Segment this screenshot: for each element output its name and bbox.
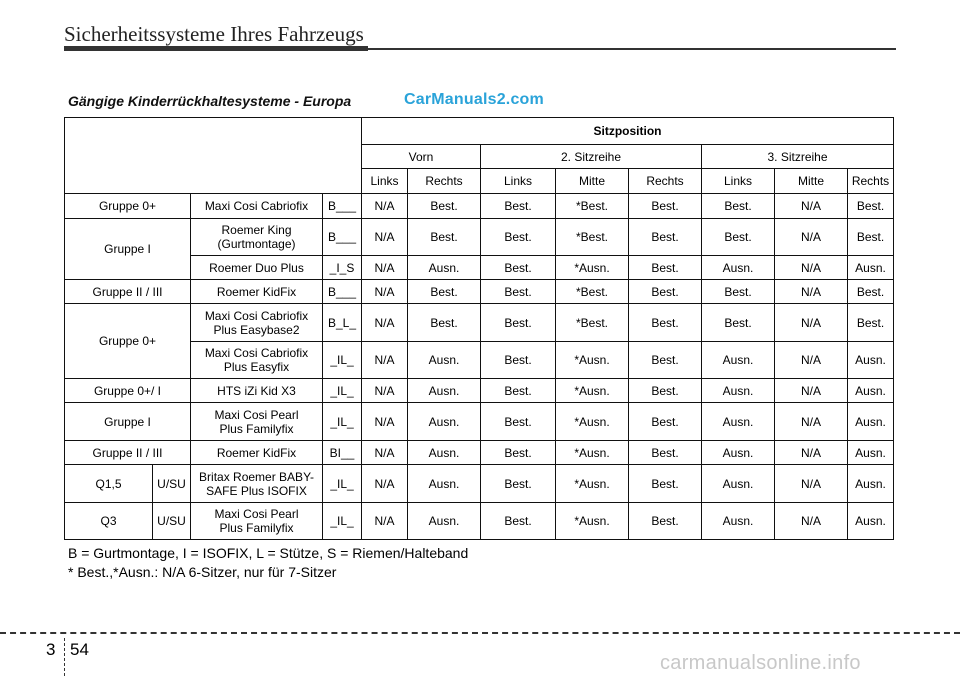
- value-cell: Ausn.: [702, 379, 775, 403]
- value-cell: Best.: [481, 503, 556, 540]
- value-cell: N/A: [362, 280, 408, 304]
- value-cell: Best.: [408, 194, 481, 219]
- header-zone-3-sitzreihe: 3. Sitzreihe: [702, 145, 894, 169]
- group-cell: Gruppe 0+: [65, 194, 191, 219]
- code-cell: _IL_: [323, 379, 362, 403]
- header-position: Rechts: [408, 169, 481, 194]
- product-cell: [191, 219, 323, 256]
- value-cell: N/A: [362, 304, 408, 342]
- page-number-divider: [64, 638, 65, 676]
- chapter-number: 3: [46, 640, 56, 659]
- value-cell: Ausn.: [848, 465, 894, 503]
- table-row: [65, 403, 960, 441]
- value-cell: N/A: [775, 256, 848, 280]
- value-cell: Best.: [481, 465, 556, 503]
- product-line: (Gurtmontage): [217, 237, 296, 251]
- watermark-carmanualsonline: carmanualsonline.info: [660, 652, 861, 674]
- value-cell: Best.: [408, 280, 481, 304]
- product-cell: Roemer Duo Plus: [191, 256, 323, 280]
- value-cell: *Best.: [556, 304, 629, 342]
- value-cell: Best.: [481, 219, 556, 256]
- value-cell: Ausn.: [408, 379, 481, 403]
- value-cell: Best.: [481, 342, 556, 379]
- value-cell: Ausn.: [702, 465, 775, 503]
- header-rule-thin: [368, 48, 896, 50]
- value-cell: Best.: [848, 194, 894, 219]
- value-cell: Best.: [481, 441, 556, 465]
- code-cell: B___: [323, 280, 362, 304]
- product-cell: [191, 342, 323, 379]
- value-cell: N/A: [775, 503, 848, 540]
- group-cell: Q3: [65, 503, 153, 540]
- value-cell: *Best.: [556, 219, 629, 256]
- value-cell: Best.: [629, 441, 702, 465]
- group-cell: Gruppe I: [65, 403, 191, 441]
- value-cell: Best.: [629, 503, 702, 540]
- footer-rule: [0, 632, 960, 634]
- value-cell: N/A: [362, 219, 408, 256]
- value-cell: *Ausn.: [556, 503, 629, 540]
- product-line: SAFE Plus ISOFIX: [206, 483, 307, 498]
- value-cell: Ausn.: [408, 465, 481, 503]
- value-cell: Ausn.: [702, 403, 775, 441]
- value-cell: Best.: [481, 194, 556, 219]
- code-cell: _IL_: [323, 403, 362, 441]
- product-cell: [191, 403, 323, 441]
- code-cell: B___: [323, 219, 362, 256]
- value-cell: Ausn.: [408, 403, 481, 441]
- value-cell: Best.: [702, 304, 775, 342]
- header-sitzposition: Sitzposition: [362, 118, 894, 145]
- code-cell: BI__: [323, 441, 362, 465]
- value-cell: *Best.: [556, 194, 629, 219]
- table-row: [65, 194, 960, 219]
- value-cell: Ausn.: [702, 256, 775, 280]
- table-row: [65, 256, 960, 280]
- value-cell: Best.: [629, 403, 702, 441]
- value-cell: *Ausn.: [556, 342, 629, 379]
- page-number: 54: [70, 640, 89, 659]
- code-cell: _IL_: [323, 465, 362, 503]
- group-cell: Gruppe II / III: [65, 280, 191, 304]
- value-cell: Ausn.: [848, 403, 894, 441]
- product-cell: [191, 503, 323, 540]
- value-cell: N/A: [775, 342, 848, 379]
- value-cell: Ausn.: [848, 342, 894, 379]
- value-cell: Ausn.: [408, 342, 481, 379]
- product-line: Plus Easybase2: [213, 322, 300, 337]
- value-cell: N/A: [775, 194, 848, 219]
- value-cell: Best.: [848, 219, 894, 256]
- product-line: Maxi Cosi Pearl: [214, 507, 299, 521]
- header-position: Mitte: [556, 169, 629, 194]
- value-cell: Best.: [481, 304, 556, 342]
- product-cell: [191, 304, 323, 342]
- group-cell: Gruppe II / III: [65, 441, 191, 465]
- header-position: Rechts: [848, 169, 894, 194]
- value-cell: N/A: [362, 403, 408, 441]
- product-line: Plus Familyfix: [219, 421, 294, 436]
- table-row: [65, 219, 960, 256]
- value-cell: N/A: [362, 441, 408, 465]
- code-cell: _I_S: [323, 256, 362, 280]
- value-cell: Best.: [481, 403, 556, 441]
- product-line: Plus Familyfix: [219, 521, 294, 535]
- value-cell: Best.: [702, 219, 775, 256]
- value-cell: Ausn.: [848, 379, 894, 403]
- value-cell: Best.: [848, 280, 894, 304]
- group-cell: Gruppe I: [65, 219, 191, 280]
- value-cell: *Ausn.: [556, 465, 629, 503]
- table-row: [65, 280, 960, 304]
- value-cell: N/A: [775, 304, 848, 342]
- footnote-asterisk: * Best.,*Ausn.: N/A 6-Sitzer, nur für 7-Sitzer: [68, 564, 337, 580]
- child-seat-table: [64, 117, 960, 540]
- value-cell: Best.: [629, 342, 702, 379]
- product-cell: Roemer KidFix: [191, 280, 323, 304]
- value-cell: Best.: [481, 280, 556, 304]
- product-line: Plus Easyfix: [223, 360, 290, 374]
- value-cell: N/A: [775, 280, 848, 304]
- value-cell: *Best.: [556, 280, 629, 304]
- group-cell: Q1,5: [65, 465, 153, 503]
- value-cell: Best.: [629, 304, 702, 342]
- group-cell: Gruppe 0+: [65, 304, 191, 379]
- sub-group-cell: U/SU: [153, 503, 191, 540]
- table-corner-cell: [65, 118, 362, 194]
- value-cell: Ausn.: [848, 256, 894, 280]
- value-cell: Ausn.: [408, 256, 481, 280]
- product-cell: HTS iZi Kid X3: [191, 379, 323, 403]
- product-line: Roemer King: [221, 223, 292, 237]
- group-cell: Gruppe 0+/ I: [65, 379, 191, 403]
- value-cell: N/A: [362, 194, 408, 219]
- footnote-legend: B = Gurtmontage, I = ISOFIX, L = Stütze, S = Riemen/Halteband: [68, 545, 469, 561]
- value-cell: Best.: [629, 194, 702, 219]
- value-cell: *Ausn.: [556, 441, 629, 465]
- section-title: Gängige Kinderrückhaltesysteme - Europa: [68, 93, 352, 109]
- value-cell: Best.: [481, 379, 556, 403]
- value-cell: Ausn.: [702, 342, 775, 379]
- value-cell: N/A: [362, 503, 408, 540]
- code-cell: B_L_: [323, 304, 362, 342]
- product-cell: Roemer KidFix: [191, 441, 323, 465]
- page-header-title: Sicherheitssysteme Ihres Fahrzeugs: [64, 22, 364, 46]
- value-cell: Best.: [848, 304, 894, 342]
- value-cell: Best.: [408, 304, 481, 342]
- value-cell: Best.: [702, 280, 775, 304]
- table-row: [65, 441, 960, 465]
- product-cell: [191, 465, 323, 503]
- header-position: Links: [362, 169, 408, 194]
- value-cell: Best.: [629, 379, 702, 403]
- header-position: Links: [702, 169, 775, 194]
- value-cell: *Ausn.: [556, 256, 629, 280]
- header-position: Links: [481, 169, 556, 194]
- value-cell: N/A: [362, 465, 408, 503]
- table-row: [65, 379, 960, 403]
- product-line: Maxi Cosi Pearl: [214, 407, 299, 422]
- product-line: Maxi Cosi Cabriofix: [204, 346, 309, 360]
- header-zone-vorn: Vorn: [362, 145, 481, 169]
- header-rule: [64, 46, 368, 51]
- value-cell: Best.: [629, 465, 702, 503]
- header-zone-2-sitzreihe: 2. Sitzreihe: [481, 145, 702, 169]
- value-cell: Ausn.: [848, 441, 894, 465]
- value-cell: N/A: [775, 379, 848, 403]
- value-cell: Best.: [408, 219, 481, 256]
- value-cell: Ausn.: [408, 503, 481, 540]
- watermark-carmanuals: CarManuals2.com: [404, 91, 544, 108]
- value-cell: N/A: [775, 219, 848, 256]
- value-cell: N/A: [362, 256, 408, 280]
- value-cell: *Ausn.: [556, 403, 629, 441]
- value-cell: Best.: [702, 194, 775, 219]
- code-cell: _IL_: [323, 342, 362, 379]
- value-cell: N/A: [775, 465, 848, 503]
- product-line: Maxi Cosi Cabriofix: [204, 308, 309, 323]
- product-line: Britax Roemer BABY-: [199, 469, 314, 484]
- value-cell: Ausn.: [848, 503, 894, 540]
- table-row: [65, 304, 960, 342]
- value-cell: Best.: [629, 219, 702, 256]
- value-cell: Best.: [629, 256, 702, 280]
- value-cell: *Ausn.: [556, 379, 629, 403]
- table-row: [65, 342, 960, 379]
- code-cell: _IL_: [323, 503, 362, 540]
- code-cell: B___: [323, 194, 362, 219]
- header-position: Rechts: [629, 169, 702, 194]
- header-position: Mitte: [775, 169, 848, 194]
- table-row: [65, 503, 960, 540]
- value-cell: N/A: [775, 403, 848, 441]
- value-cell: Ausn.: [702, 441, 775, 465]
- product-cell: Maxi Cosi Cabriofix: [191, 194, 323, 219]
- value-cell: Ausn.: [702, 503, 775, 540]
- value-cell: N/A: [362, 379, 408, 403]
- value-cell: Best.: [481, 256, 556, 280]
- sub-group-cell: U/SU: [153, 465, 191, 503]
- value-cell: Ausn.: [408, 441, 481, 465]
- table-row: [65, 465, 960, 503]
- value-cell: Best.: [629, 280, 702, 304]
- value-cell: N/A: [775, 441, 848, 465]
- value-cell: N/A: [362, 342, 408, 379]
